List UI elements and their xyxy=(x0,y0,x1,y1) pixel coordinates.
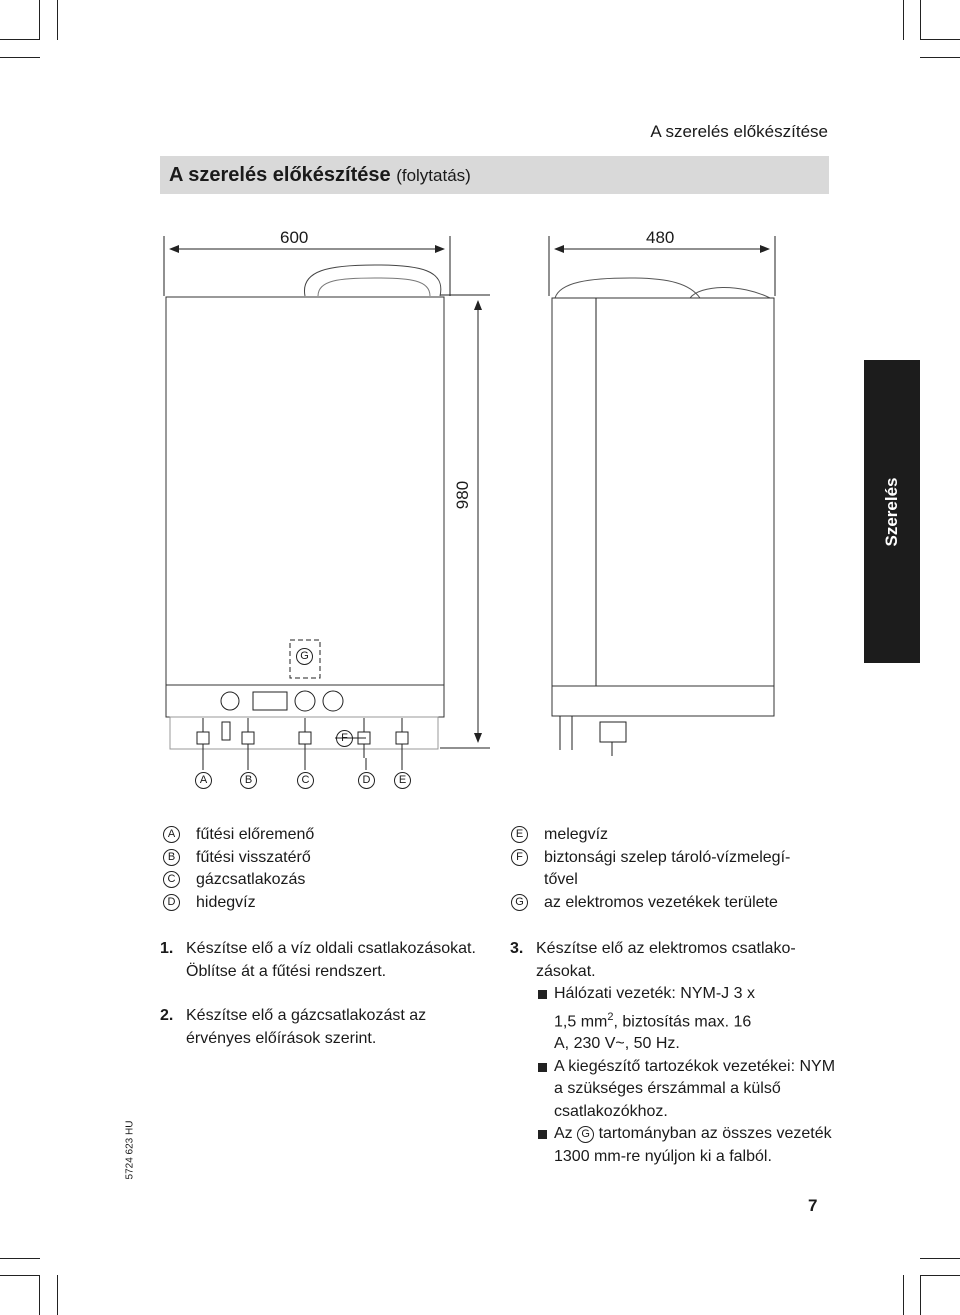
step-text: Készítse elő az elektromos csatlakozásokat. xyxy=(536,940,796,980)
front-power-button xyxy=(221,692,239,710)
bullet-item xyxy=(536,1123,840,1168)
legend-item xyxy=(163,824,463,847)
legend-item xyxy=(511,892,831,915)
doc-code: 5724 623 HU xyxy=(124,1120,136,1180)
front-connections xyxy=(197,718,408,758)
crop-mark xyxy=(57,1275,58,1315)
front-display xyxy=(253,692,287,710)
legend-item xyxy=(163,869,463,892)
bullet-text: Hálózati vezeték: NYM-J 3 x 1,5 mm xyxy=(554,985,755,1030)
step-number: 1. xyxy=(160,940,174,957)
legend-text: fűtési előremenő xyxy=(196,826,315,843)
inline-callout-G: G xyxy=(577,1126,594,1143)
legend-key: C xyxy=(163,871,180,888)
callout-E: E xyxy=(394,772,411,789)
page-number: 7 xyxy=(808,1196,818,1215)
step-3 xyxy=(510,938,840,1168)
callout-D: D xyxy=(358,772,375,789)
crop-mark xyxy=(920,1275,921,1315)
dim-depth-label: 480 xyxy=(646,228,675,247)
step-number: 2. xyxy=(160,1007,174,1024)
legend-key: G xyxy=(511,894,528,911)
side-tab-label: Szerelés xyxy=(882,477,901,546)
bullet-item xyxy=(536,1056,840,1124)
bullet-square xyxy=(538,1063,547,1072)
front-knob-right xyxy=(323,691,343,711)
callout-G: G xyxy=(296,648,313,665)
callout-A: A xyxy=(195,772,212,789)
crop-mark xyxy=(39,1275,40,1315)
step-2 xyxy=(160,1005,480,1050)
side-top-cover xyxy=(555,278,700,298)
legend-item xyxy=(163,892,463,915)
crop-mark xyxy=(920,1275,960,1276)
bullet-text: A kiegészítő tartozékok vezetékei: NYM a szükséges érszámmal a külső csatlakozókhoz. xyxy=(554,1057,836,1120)
side-top-cover xyxy=(690,287,770,298)
front-top-cover-inner xyxy=(318,278,430,296)
callout-B: B xyxy=(240,772,257,789)
front-casing xyxy=(166,297,444,685)
step-text: Készítse elő a víz oldali csatlakozásokat. Öblítse át a fűtési rendszert. xyxy=(186,940,476,980)
legend-key: B xyxy=(163,849,180,866)
crop-mark xyxy=(0,1258,40,1259)
legend-left xyxy=(163,824,463,914)
legend-item xyxy=(511,847,831,892)
front-control-panel xyxy=(166,685,444,717)
step-text: Készítse elő a gázcsatlakozást az érvényes előírások szerint. xyxy=(186,1007,427,1047)
callout-C: C xyxy=(297,772,314,789)
legend-text: gázcsatlakozás xyxy=(196,871,306,888)
section-title-text: A szerelés előkészítése xyxy=(169,164,391,186)
bullet-text: tartományban az összes vezeték 1300 mm-re nyúljon ki a falból. xyxy=(554,1125,832,1165)
legend-key: E xyxy=(511,826,528,843)
legend-item xyxy=(163,847,463,870)
legend-text: hidegvíz xyxy=(196,893,256,911)
step-1 xyxy=(160,938,480,983)
section-title-suffix: (folytatás) xyxy=(396,166,471,185)
bullet-text: Az xyxy=(554,1125,573,1143)
legend-key: A xyxy=(163,826,180,843)
legend-key: F xyxy=(511,849,528,866)
steps-left xyxy=(160,938,480,1050)
front-top-cover xyxy=(304,265,440,296)
side-casing xyxy=(552,298,774,686)
crop-mark xyxy=(0,1275,40,1276)
side-bottom xyxy=(552,686,774,716)
crop-mark xyxy=(903,1275,904,1315)
legend-item xyxy=(511,824,831,847)
legend-key: D xyxy=(163,894,180,911)
front-knob-left xyxy=(295,691,315,711)
dim-height-label: 980 xyxy=(453,480,472,510)
bullet-item xyxy=(536,983,764,1056)
running-head: A szerelés előkészítése xyxy=(650,122,828,141)
legend-text: melegvíz xyxy=(544,826,609,843)
bullet-square xyxy=(538,990,547,999)
dim-width-label: 600 xyxy=(280,228,309,247)
callout-F: F xyxy=(336,730,353,747)
bullet-text: , biztosítás max. 16 A, 230 V~, 50 Hz. xyxy=(554,1012,752,1053)
legend-text: az elektromos vezetékek területe xyxy=(544,893,778,911)
legend-text: biztonsági szelep tároló-vízmelegítővel xyxy=(544,848,791,888)
step-number: 3. xyxy=(510,940,524,957)
side-connections xyxy=(560,716,626,756)
steps-right xyxy=(510,938,840,1168)
crop-mark xyxy=(920,1258,960,1259)
legend-text: fűtési visszatérő xyxy=(196,848,311,866)
legend-right xyxy=(511,824,831,914)
bullet-square xyxy=(538,1130,547,1139)
superscript: 2 xyxy=(607,1010,614,1023)
